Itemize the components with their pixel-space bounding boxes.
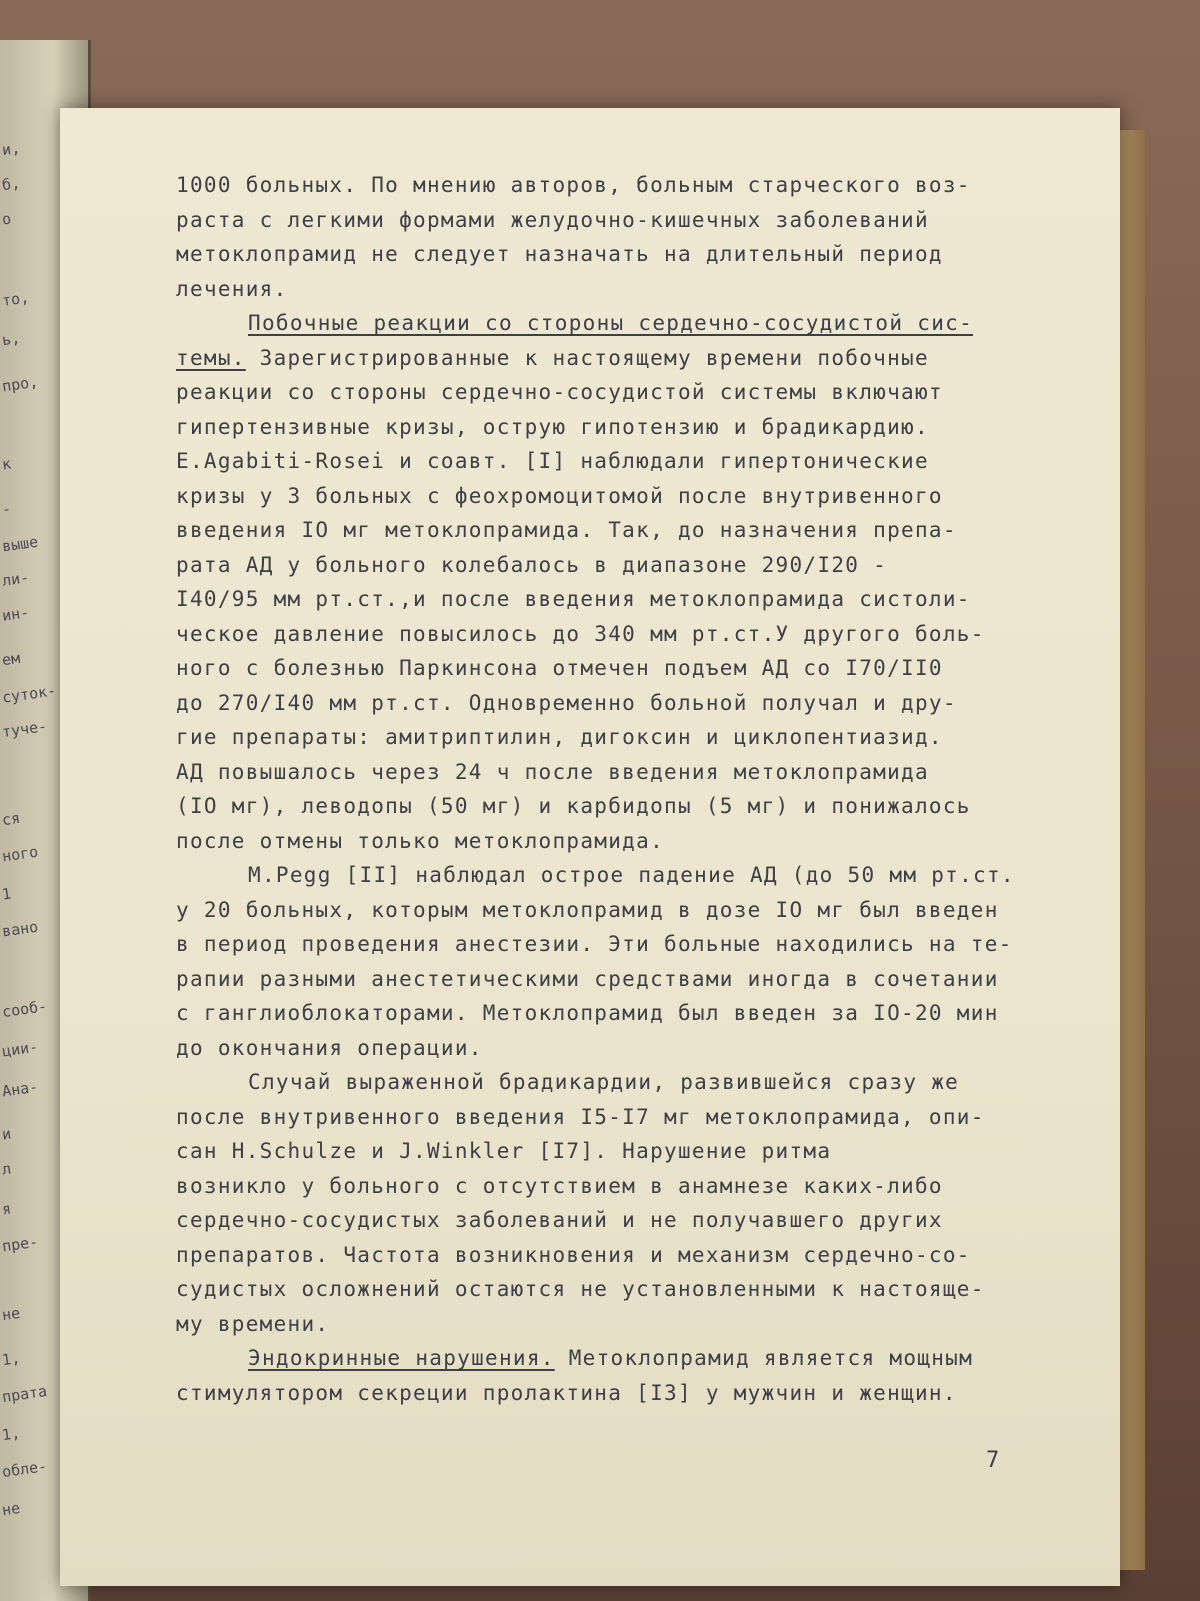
text-line: введения IO мг метоклопрамида. Так, до назначения препа-: [176, 518, 957, 542]
margin-fragment: к: [0, 454, 13, 474]
text-line: [176, 341, 1076, 376]
margin-fragment: ся: [0, 808, 22, 830]
text-line: ческое давление повысилось до 340 мм рт.ст.У другого боль-: [176, 621, 985, 646]
text-line: ного с болезнью Паркинсона отмечен подъем АД со I70/II0: [176, 656, 943, 680]
margin-fragment: 1,: [0, 1348, 22, 1370]
text-line: метоклопрамид не следует назначать на длительный период: [176, 242, 943, 266]
margin-fragment: я: [0, 1199, 13, 1219]
text-line: E.Agabiti-Rosei и соавт. [I] наблюдали гипертонические: [176, 449, 929, 473]
text-line: с ганглиоблокаторами. Метоклопрамид был введен за IO-20 мин: [176, 1001, 999, 1025]
text-line: рапии разными анестетическими средствами иногда в сочетании: [176, 966, 999, 991]
text-line-rest: Метоклопрамид является мощным: [554, 1346, 974, 1370]
margin-fragment: обле-: [0, 1456, 49, 1482]
text-line: препаратов. Частота возникновения и механизм сердечно-со-: [176, 1242, 971, 1267]
margin-fragment: сооб-: [0, 996, 49, 1022]
text-line: [176, 1341, 1076, 1376]
margin-fragment: ции-: [0, 1037, 40, 1061]
margin-fragment: вано: [0, 917, 40, 941]
text-line: (IO мг), леводопы (50 мг) и карбидопы (5 мг) и понижалось: [176, 794, 971, 818]
margin-fragment: прата: [0, 1381, 49, 1407]
margin-fragment: 1,: [0, 1423, 22, 1445]
margin-fragment: суток-: [1, 681, 58, 707]
margin-fragment: ем: [0, 648, 22, 670]
margin-fragment: про,: [0, 372, 40, 396]
margin-fragment: то,: [0, 288, 31, 310]
text-line: до окончания операции.: [176, 1035, 483, 1060]
margin-fragment: Ана-: [0, 1077, 40, 1101]
margin-fragment: ного: [0, 842, 40, 866]
text-line: у 20 больных, которым метоклопрамид в дозе IO мг был введен: [176, 897, 999, 922]
text-line: Случай выраженной брадикардии, развившейся сразу же: [248, 1070, 960, 1094]
text-line: раста с легкими формами желудочно-кишечных заболеваний: [176, 207, 929, 232]
body-text: [176, 168, 1076, 1410]
margin-fragment: -: [0, 499, 13, 519]
margin-fragment: не: [0, 1303, 22, 1325]
margin-fragment: и,: [0, 138, 22, 160]
text-line: до 270/I40 мм рт.ст. Одновременно больной получал и дру-: [176, 690, 957, 715]
section-heading-cardiovascular-cont: темы.: [176, 345, 246, 370]
margin-fragment: л: [0, 1159, 13, 1179]
text-line: кризы у 3 больных с феохромоцитомой после внутривенного: [176, 483, 943, 508]
text-line: сан H.Schulze и J.Winkler [I7]. Нарушение ритма: [176, 1139, 832, 1163]
text-line-rest: Зарегистрированные к настоящему времени побочные: [245, 345, 929, 370]
margin-fragment: ли-: [0, 568, 31, 590]
margin-fragment: 1: [0, 884, 13, 904]
text-line: стимулятором секреции пролактина [I3] у мужчин и женщин.: [176, 1380, 957, 1405]
text-line: му времени.: [176, 1311, 330, 1336]
text-line: гипертензивные кризы, острую гипотензию и брадикардию.: [176, 414, 929, 439]
text-line: M.Pegg [II] наблюдал острое падение АД (до 50 мм рт.ст.: [248, 863, 1015, 887]
section-heading-cardiovascular: Побочные реакции со стороны сердечно-сосудистой сис-: [248, 311, 974, 335]
margin-fragment: выше: [0, 532, 40, 556]
margin-fragment: б,: [0, 173, 22, 195]
margin-fragment: и: [0, 1124, 13, 1144]
margin-fragment: не: [0, 1498, 22, 1520]
text-line: 1000 больных. По мнению авторов, больным старческого воз-: [176, 173, 971, 197]
margin-fragment: ь,: [0, 328, 22, 350]
page-number: 7: [986, 1448, 1000, 1473]
text-line: АД повышалось через 24 ч после введения метоклопрамида: [176, 759, 929, 784]
text-line: сердечно-сосудистых заболеваний и не получавшего других: [176, 1208, 943, 1232]
section-heading-endocrine: Эндокринные нарушения.: [248, 1346, 555, 1370]
text-line: возникло у больного с отсутствием в анамнезе каких-либо: [176, 1173, 943, 1198]
text-line: лечения.: [176, 276, 288, 301]
margin-fragment: туче-: [0, 716, 49, 742]
text-line: после внутривенного введения I5-I7 мг метоклопрамида, опи-: [176, 1104, 985, 1129]
text-line: судистых осложнений остаются не установленными к настояще-: [176, 1277, 985, 1301]
text-line: гие препараты: амитриптилин, дигоксин и циклопентиазид.: [176, 725, 943, 749]
margin-fragment: ин-: [0, 603, 31, 625]
text-line: I40/95 мм рт.ст.,и после введения метоклопрамида систоли-: [176, 587, 971, 611]
margin-fragment: пре-: [0, 1232, 40, 1256]
text-line: после отмены только метоклопрамида.: [176, 828, 665, 853]
text-line: в период проведения анестезии. Эти больные находились на те-: [176, 932, 1013, 956]
text-line: реакции со стороны сердечно-сосудистой системы включают: [176, 380, 943, 404]
text-line: рата АД у больного колебалось в диапазоне 290/I20 -: [176, 552, 888, 577]
margin-fragment: о: [0, 209, 13, 229]
